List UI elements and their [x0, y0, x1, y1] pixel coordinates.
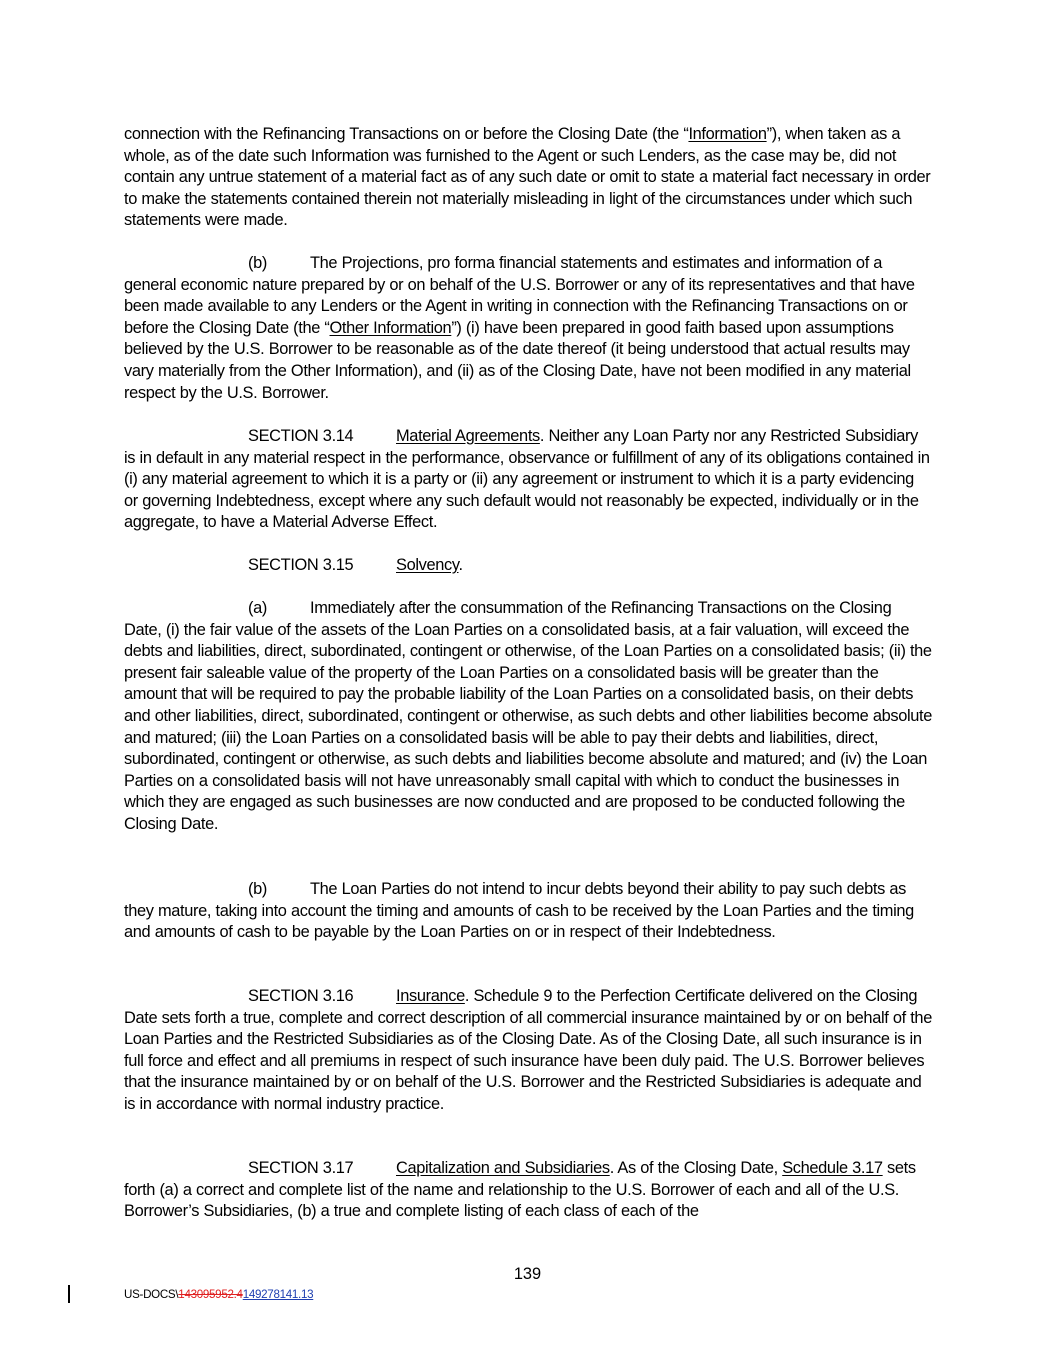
schedule-reference: Schedule 3.17	[782, 1159, 883, 1177]
section-number: SECTION 3.16	[248, 987, 354, 1005]
section-title: Solvency	[396, 556, 459, 574]
section-number: SECTION 3.15	[248, 556, 354, 574]
document-id-footer	[124, 1288, 313, 1301]
section-text: sets forth (a) a correct and complete list of the name and relationship to the U.S. Borrower of each and all of the U.S. Borrower’s Subsidiaries, (b) a true and complete listing of each class of each of the	[124, 1159, 916, 1221]
section-3-17	[124, 1158, 932, 1223]
section-text: . As of the Closing Date,	[609, 1159, 783, 1177]
clause-label: (b)	[248, 880, 267, 898]
section-3-14	[124, 426, 932, 534]
paragraph-other-information	[124, 253, 932, 404]
section-title: Capitalization and Subsidiaries	[396, 1159, 610, 1177]
page-number: 139	[513, 1265, 542, 1283]
section-title: Material Agreements	[396, 427, 540, 445]
section-title: Insurance	[396, 987, 465, 1005]
section-3-16	[124, 986, 932, 1116]
paragraph-solvency-b	[124, 879, 932, 944]
revision-change-bar	[68, 1285, 70, 1303]
clause-label: (a)	[248, 599, 267, 617]
section-number: SECTION 3.14	[248, 427, 354, 445]
section-number: SECTION 3.17	[248, 1159, 354, 1177]
clause-label: (b)	[248, 254, 267, 272]
paragraph-text: connection with the Refinancing Transactions on or before the Closing Date (the “	[124, 125, 689, 143]
inserted-document-id: 149278141.13	[242, 1288, 314, 1301]
paragraph-text: Immediately after the consummation of the Refinancing Transactions on the Closing Date, (i) the fair value of the assets of the Loan Parties on a consolidated basis, at a fair valuation, will exceed the debts and liabilities, direct, subordinated, contingent or otherwise, of the Loan Parties on a consolidated basis; (ii) the present fair saleable value of the property of the Loan Parties on a consolidated basis will be greater than the amount that will be required to pay the probable liability of the Loan Parties on a consolidated basis, on their debts and other liabilities, direct, subordinated, contingent or otherwise, as such debts and other liabilities become absolute and matured; (iii) the Loan Parties on a consolidated basis will be able to pay their debts and liabilities, direct, subordinated, contingent or otherwise, as such debts and liabilities become absolute and matured; and (iv) the Loan Parties on a consolidated basis will not have unreasonably small capital with which to conduct the businesses in which they are engaged as such businesses are now conducted and are proposed to be conducted following the Closing Date.	[124, 599, 933, 833]
document-id-prefix: US-DOCS\	[124, 1288, 179, 1301]
paragraph-solvency-a	[124, 598, 932, 836]
paragraph-information	[124, 124, 932, 232]
defined-term: Information	[688, 125, 767, 143]
paragraph-text: The Projections, pro forma financial statements and estimates and information of a general economic nature prepared by or on behalf of the U.S. Borrower or any of its representatives and that have been made available to any Lenders or the Agent in writing in connection with the Refinancing Transactions on or before the Closing Date (the “	[124, 254, 915, 337]
section-text: . Neither any Loan Party nor any Restricted Subsidiary is in default in any material respect in the performance, observance or fulfillment of any of its obligations contained in (i) any material agreement to which it is a party or (ii) any agreement or instrument to which it is a party evidencing or governing Indebtedness, except where any such default would not reasonably be expected, individually or in the aggregate, to have a Material Adverse Effect.	[124, 427, 930, 532]
section-text: . Schedule 9 to the Perfection Certificate delivered on the Closing Date sets forth a true, complete and correct description of all commercial insurance maintained by or on behalf of the Loan Parties and the Restricted Subsidiaries as of the Closing Date. As of the Closing Date, all such insurance is in full force and effect and all premiums in respect of such insurance have been duly paid. The U.S. Borrower believes that the insurance maintained by or on behalf of the U.S. Borrower and the Restricted Subsidiaries is adequate and is in accordance with normal industry practice.	[124, 987, 932, 1113]
paragraph-text: ”), when taken as a whole, as of the date such Information was furnished to the Agent or such Lenders, as the case may be, did not contain any untrue statement of a material fact as of any such date or omit to state a material fact necessary in order to make the statements contained therein not materially misleading in light of the circumstances under which such statements were made.	[124, 125, 931, 230]
defined-term: Other Information	[329, 318, 452, 337]
paragraph-text: The Loan Parties do not intend to incur debts beyond their ability to pay such debts as they mature, taking into account the timing and amounts of cash to be received by the Loan Parties and the timing and amounts of cash to be payable by the Loan Parties on or in respect of their Indebtedness.	[124, 880, 914, 942]
section-3-15-heading	[124, 555, 932, 577]
section-text: .	[458, 556, 463, 574]
paragraph-text: ”) (i) have been prepared in good faith based upon assumptions believed by the U.S. Borrower to be reasonable as of the date thereof (it being understood that actual results may vary materially from the Other Information), and (ii) as of the Closing Date, have not been modified in any material respect by the U.S. Borrower.	[124, 318, 911, 402]
deleted-document-id: 143095952.4	[178, 1288, 243, 1301]
